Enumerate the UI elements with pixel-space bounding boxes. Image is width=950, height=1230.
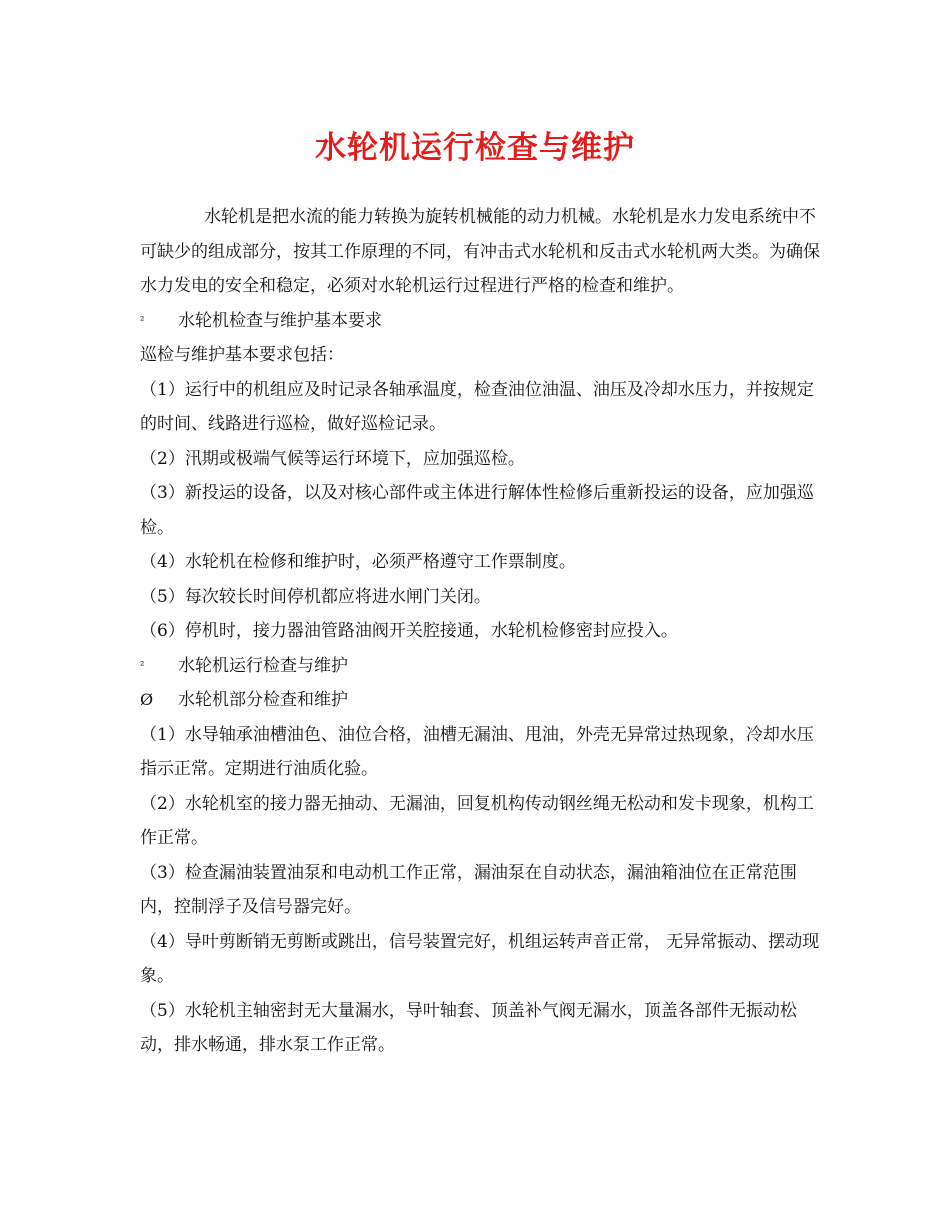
requirement-item-4: （4）水轮机在检修和维护时，必须严格遵守工作票制度。 bbox=[140, 552, 576, 572]
requirement-item-2: （2）汛期或极端气候等运行环境下，应加强巡检。 bbox=[140, 448, 525, 469]
requirement-item-3: （3）新投运的设备，以及对核心部件或主体进行解体性检修后重新投运的设备，应加强巡检。 bbox=[140, 483, 814, 538]
bullet-marker: ² bbox=[140, 313, 145, 327]
section-2-heading-text: 水轮机运行检查与维护 bbox=[178, 655, 348, 676]
check-item-3: （3）检查漏油装置油泵和电动机工作正常，漏油泵在自动状态，漏油箱油位在正常范围内，控制浮子及信号器完好。 bbox=[140, 862, 797, 917]
check-item-5: （5）水轮机主轴密封无大量漏水，导叶轴套、顶盖补气阀无漏水，顶盖各部件无振动松动，排水畅通，排水泵工作正常。 bbox=[140, 1000, 797, 1055]
subsection-heading bbox=[140, 683, 830, 718]
bullet-marker: ² bbox=[140, 658, 145, 672]
document-title: 水轮机运行检查与维护 bbox=[315, 130, 635, 166]
section-1-heading bbox=[140, 304, 830, 339]
requirement-item-6: （6）停机时，接力器油管路油阀开关腔接通，水轮机检修密封应投入。 bbox=[140, 621, 678, 641]
check-item-2: （2）水轮机室的接力器无抽动、无漏油，回复机构传动钢丝绳无松动和发卡现象，机构工作正常。 bbox=[140, 793, 814, 848]
section-1-lead: 巡检与维护基本要求包括： bbox=[140, 345, 344, 365]
check-item-1: （1）水导轴承油槽油色、油位合格，油槽无漏油、甩油，外壳无异常过热现象，冷却水压指示正常。定期进行油质化验。 bbox=[140, 724, 814, 779]
requirement-item-1: （1）运行中的机组应及时记录各轴承温度，检查油位油温、油压及冷却水压力，并按规定的时间、线路进行巡检，做好巡检记录。 bbox=[140, 379, 814, 434]
section-2-heading bbox=[140, 649, 830, 684]
subsection-heading-text: 水轮机部分检查和维护 bbox=[178, 690, 348, 710]
requirement-item-5: （5）每次较长时间停机都应将进水闸门关闭。 bbox=[140, 586, 491, 607]
document-body bbox=[140, 200, 830, 1063]
check-item-4: （4）导叶剪断销无剪断或跳出，信号装置完好，机组运转声音正常， 无异常振动、摆动现象。 bbox=[140, 931, 820, 986]
intro-paragraph: 水轮机是把水流的能力转换为旋转机械能的动力机械。水轮机是水力发电系统中不可缺少的组成部分，按其工作原理的不同，有冲击式水轮机和反击式水轮机两大类。为确保水力发电的安全和稳定，必须对水轮机运行过程进行严格的检查和维护。 bbox=[140, 207, 820, 296]
section-1-heading-text: 水轮机检查与维护基本要求 bbox=[178, 310, 382, 331]
sub-bullet-marker: Ø bbox=[140, 690, 154, 709]
